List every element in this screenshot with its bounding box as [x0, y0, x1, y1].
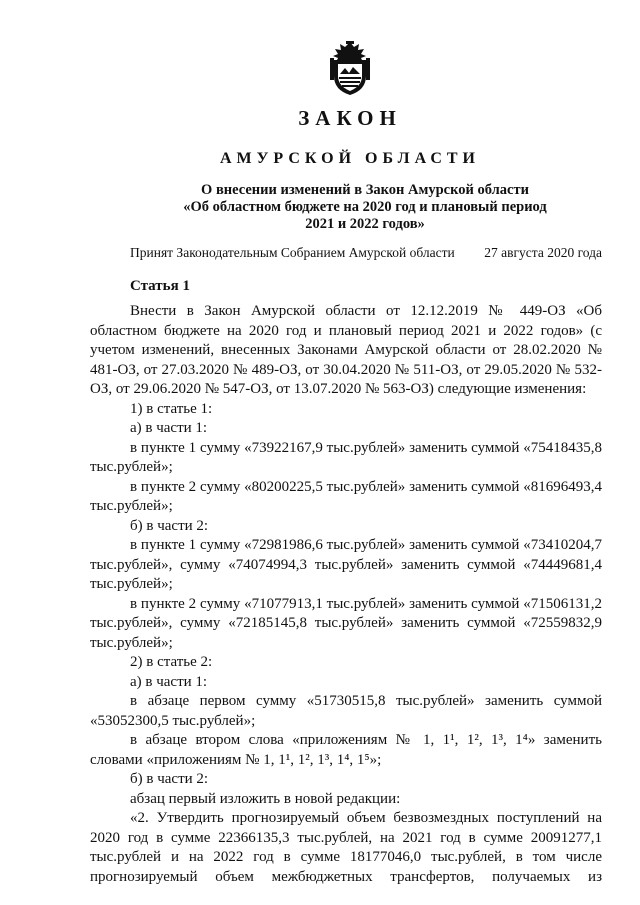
- paragraph: б) в части 2:: [130, 771, 209, 787]
- article-heading: Статья 1: [130, 278, 190, 294]
- paragraph: в пункте 2 сумму «71077913,1 тыс.рублей» заменить суммой «71506131,2 тыс.рублей», сумму «72185145,8 тыс.рублей» заменить суммой «72559832,9 тыс.рублей»;: [90, 595, 602, 651]
- law-name-line: «Об областном бюджете на 2020 год и плановый период: [183, 199, 547, 215]
- paragraph: 1) в статье 1:: [130, 400, 213, 417]
- paragraph: в пункте 1 сумму «73922167,9 тыс.рублей» заменить суммой «75418435,8 тыс.рублей»;: [90, 439, 602, 475]
- document-subtitle: АМУРСКОЙ ОБЛАСТИ: [220, 150, 480, 167]
- paragraph: 2) в статье 2:: [130, 654, 213, 670]
- adoption-date: 27 августа 2020 года: [484, 245, 602, 260]
- paragraph: в пункте 2 сумму «80200225,5 тыс.рублей» заменить суммой «81696493,4 тыс.рублей»;: [90, 478, 602, 514]
- paragraph: «2. Утвердить прогнозируемый объем безвозмездных поступлений на 2020 год в сумме 22366135,3 тыс.рублей, на 2021 год в сумме 20091277,1 тыс.рублей и на 2022 год в сумме 18177046,0 тыс.рублей, в том числе прогнозируемый объем межбюджетных трансфертов, получаемых из: [90, 810, 602, 885]
- paragraph: а) в части 1:: [130, 673, 208, 690]
- law-name-line: 2021 и 2022 годов»: [305, 216, 425, 232]
- paragraph: в абзаце первом сумму «51730515,8 тыс.рублей» заменить суммой «53052300,5 тыс.рублей»;: [90, 693, 602, 729]
- paragraph: в абзаце втором слова «приложениям № 1, 1¹, 1², 1³, 1⁴» заменить словами «приложениям № 1, 1¹, 1², 1³, 1⁴, 1⁵»;: [90, 732, 602, 768]
- document-title: ЗАКОН: [298, 106, 402, 130]
- paragraph: Внести в Закон Амурской области от 12.12.2019 № 449-ОЗ «Об областном бюджете на 2020 год и плановый период 2021 и 2022 годов» (с учетом изменений, внесенных Законами Амурской области от 28.02.2020 № 481-ОЗ, от 27.03.2020 № 489-ОЗ, от 30.04.2020 № 511-ОЗ, от 29.05.2020 № 532-ОЗ, от 29.06.2020 № 547-ОЗ, от 13.07.2020 № 563-ОЗ) следующие изменения:: [90, 303, 602, 397]
- law-name-line: О внесении изменений в Закон Амурской области: [201, 182, 529, 198]
- coat-of-arms-emblem: [325, 40, 375, 96]
- paragraph: б) в части 2:: [130, 517, 209, 534]
- paragraph: абзац первый изложить в новой редакции:: [130, 790, 401, 807]
- article-body: [90, 302, 602, 887]
- law-name: [130, 182, 600, 233]
- paragraph: а) в части 1:: [130, 420, 208, 436]
- adopted-by: Принят Законодательным Собранием Амурской области: [130, 245, 455, 260]
- adoption-line: [130, 245, 602, 261]
- paragraph: в пункте 1 сумму «72981986,6 тыс.рублей» заменить суммой «73410204,7 тыс.рублей», сумму «74074994,3 тыс.рублей» заменить суммой «74449681,4 тыс.рублей»;: [90, 537, 602, 592]
